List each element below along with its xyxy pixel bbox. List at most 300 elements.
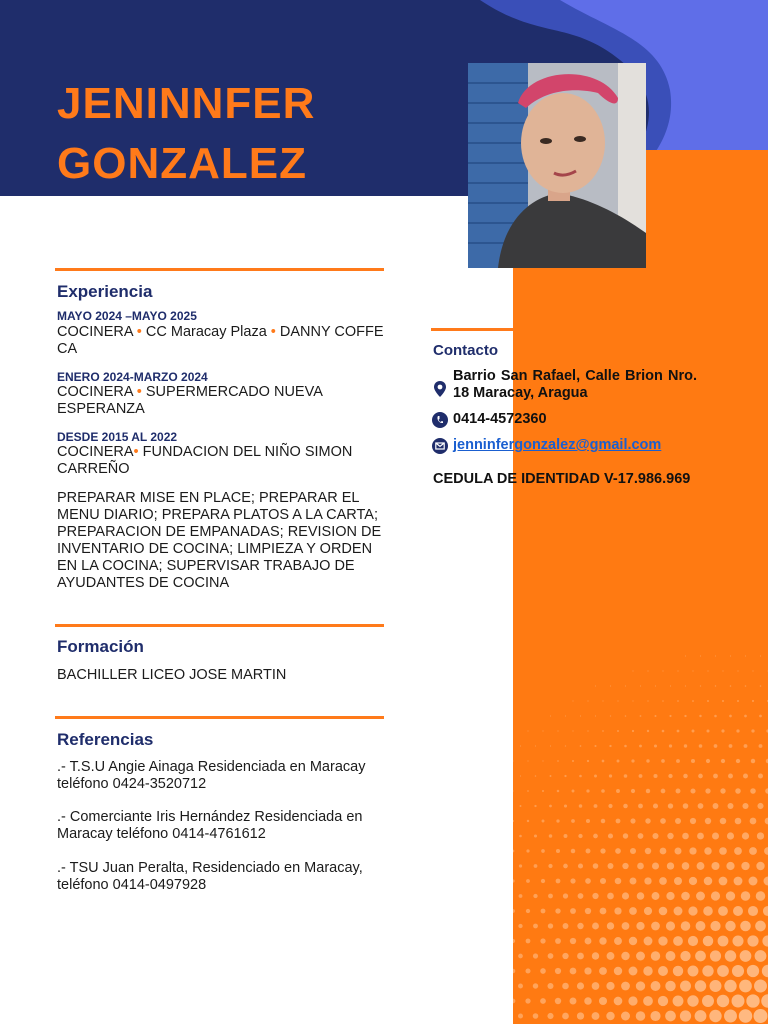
halftone-dot: [695, 1010, 707, 1022]
halftone-dot: [628, 996, 637, 1005]
halftone-dot: [728, 774, 733, 779]
job-1-employer-2: DANNY COFFE CA: [57, 324, 384, 357]
halftone-dot: [721, 759, 725, 763]
halftone-dot: [563, 864, 568, 869]
halftone-dot: [577, 1012, 584, 1019]
halftone-dot: [577, 923, 583, 929]
halftone-dot: [696, 892, 705, 901]
halftone-dot: [713, 803, 719, 809]
halftone-dot: [711, 891, 720, 900]
halftone-dot: [752, 670, 753, 671]
halftone-dot: [740, 921, 751, 932]
halftone-dot: [526, 939, 531, 944]
halftone-dot: [676, 789, 681, 794]
identity-card-number: CEDULA DE IDENTIDAD V-17.986.969: [433, 471, 691, 487]
halftone-dot: [720, 818, 727, 825]
halftone-dot: [615, 878, 622, 885]
halftone-dot: [680, 981, 691, 992]
halftone-dot: [760, 655, 761, 656]
job-3-description: [57, 444, 387, 478]
halftone-dot: [749, 847, 757, 855]
halftone-dot: [602, 700, 603, 701]
halftone-dot: [580, 745, 582, 747]
halftone-dot: [570, 968, 577, 975]
education-entry: BACHILLER LICEO JOSE MARTIN: [57, 667, 287, 683]
halftone-dot: [623, 804, 628, 809]
halftone-dot: [563, 923, 569, 929]
halftone-dot: [513, 939, 515, 943]
halftone-dot: [541, 849, 545, 853]
halftone-dot: [578, 863, 583, 868]
halftone-dot: [632, 700, 633, 701]
halftone-dot: [674, 877, 682, 885]
job-3-role: COCINERA: [57, 444, 134, 460]
halftone-dot: [571, 849, 576, 854]
halftone-dot: [550, 715, 551, 716]
education-rule: [55, 624, 384, 627]
halftone-dot: [717, 965, 729, 977]
halftone-dot: [666, 951, 676, 961]
halftone-dot: [630, 848, 636, 854]
halftone-dot: [711, 862, 719, 870]
halftone-dot: [555, 968, 561, 974]
halftone-dot: [677, 700, 679, 702]
halftone-dot: [525, 998, 530, 1003]
halftone-dot: [527, 790, 529, 792]
halftone-dot: [688, 966, 699, 977]
halftone-dot: [556, 849, 560, 853]
halftone-dot: [758, 774, 763, 779]
halftone-dot: [688, 936, 698, 946]
halftone-dot: [692, 700, 694, 702]
halftone-dot: [579, 775, 582, 778]
halftone-dot: [703, 906, 713, 916]
job-1-date: MAYO 2024 –MAYO 2025: [57, 309, 197, 323]
halftone-dot: [563, 893, 568, 898]
halftone-dot: [667, 862, 674, 869]
halftone-dot: [572, 730, 573, 731]
halftone-dot: [651, 951, 660, 960]
halftone-dot: [689, 877, 697, 885]
halftone-dot: [640, 715, 642, 717]
job-1-description: [57, 324, 387, 358]
halftone-dot: [614, 967, 622, 975]
halftone-dot: [644, 907, 652, 915]
halftone-dot: [520, 805, 522, 807]
halftone-dot: [645, 848, 651, 854]
halftone-dot: [587, 700, 588, 701]
halftone-dot: [520, 745, 521, 746]
halftone-dot: [699, 744, 703, 748]
halftone-dot: [608, 804, 612, 808]
halftone-dot: [695, 951, 706, 962]
halftone-dot: [557, 730, 558, 731]
halftone-dot: [542, 730, 543, 731]
halftone-dot: [683, 803, 689, 809]
halftone-dot: [746, 994, 759, 1007]
halftone-dot: [647, 730, 649, 732]
halftone-dot: [599, 967, 607, 975]
halftone-dot: [607, 922, 614, 929]
halftone-dot: [662, 700, 664, 702]
halftone-dot: [621, 1012, 630, 1021]
halftone-dot: [754, 1009, 768, 1023]
halftone-dot: [684, 744, 687, 747]
halftone-dot: [617, 700, 618, 701]
halftone-dot: [750, 818, 757, 825]
name-line-1: JENINNFER: [57, 79, 316, 128]
halftone-dot: [659, 877, 667, 885]
halftone-dot: [594, 775, 597, 778]
halftone-dot: [735, 818, 742, 825]
halftone-dot: [564, 775, 566, 777]
halftone-dot: [674, 907, 683, 916]
halftone-dot: [513, 999, 515, 1004]
halftone-dot: [703, 936, 714, 947]
halftone-dot: [572, 700, 573, 701]
halftone-dot: [673, 936, 683, 946]
separator-dot: •: [270, 324, 280, 340]
halftone-dot: [513, 790, 514, 791]
halftone-dot: [637, 863, 644, 870]
halftone-dot: [614, 907, 621, 914]
halftone-dot: [606, 982, 614, 990]
contact-address-row: [432, 368, 697, 402]
candidate-name: [57, 74, 315, 194]
halftone-dot: [555, 938, 561, 944]
halftone-dot: [540, 998, 546, 1004]
halftone-dot: [526, 849, 529, 852]
halftone-dot: [692, 730, 695, 733]
halftone-dot: [617, 760, 620, 763]
halftone-dot: [548, 953, 554, 959]
halftone-dot: [593, 834, 598, 839]
halftone-dot: [710, 950, 721, 961]
halftone-dot: [751, 729, 754, 732]
halftone-dot: [706, 759, 710, 763]
halftone-dot: [555, 908, 560, 913]
halftone-dot: [578, 834, 582, 838]
halftone-dot: [690, 818, 696, 824]
halftone-dot: [745, 685, 747, 687]
halftone-dot: [700, 655, 701, 656]
halftone-dot: [680, 951, 690, 961]
halftone-dot: [747, 935, 758, 946]
halftone-dot: [572, 760, 574, 762]
halftone-dot: [684, 715, 686, 717]
halftone-dot: [584, 967, 591, 974]
halftone-dot: [718, 936, 729, 947]
halftone-dot: [616, 819, 621, 824]
halftone-dot: [677, 730, 680, 733]
halftone-dot: [622, 922, 630, 930]
halftone-dot: [527, 760, 528, 761]
halftone-dot: [580, 715, 581, 716]
halftone-dot: [754, 980, 767, 993]
profile-photo: [468, 63, 646, 268]
halftone-dot: [625, 715, 627, 717]
halftone-dot: [533, 894, 537, 898]
halftone-dot: [714, 715, 717, 718]
halftone-dot: [655, 715, 657, 717]
halftone-dot: [624, 745, 627, 748]
halftone-dot: [592, 1012, 600, 1020]
halftone-dot: [652, 892, 660, 900]
halftone-dot: [720, 788, 725, 793]
phone-icon: [432, 412, 448, 428]
halftone-dot: [533, 1013, 539, 1019]
halftone-dot: [630, 878, 637, 885]
job-2-employer: SUPERMERCADO NUEVA ESPERANZA: [57, 384, 323, 417]
halftone-dot: [685, 685, 686, 686]
contact-phone-row: [432, 411, 547, 428]
contact-email-link[interactable]: jenninfergonzalez@gmail.com: [453, 437, 662, 453]
halftone-dot: [547, 1013, 553, 1019]
halftone-dot: [636, 922, 644, 930]
halftone-dot: [631, 759, 634, 762]
halftone-dot: [638, 804, 643, 809]
halftone-dot: [752, 700, 754, 702]
halftone-dot: [760, 685, 762, 687]
halftone-dot: [710, 921, 720, 931]
halftone-dot: [513, 879, 515, 882]
halftone-dot: [710, 980, 722, 992]
halftone-dot: [660, 818, 666, 824]
halftone-dot: [734, 847, 742, 855]
halftone-dot: [719, 877, 728, 886]
halftone-dot: [702, 995, 714, 1007]
halftone-dot: [631, 789, 635, 793]
halftone-dot: [540, 968, 546, 974]
contact-address: Barrio San Rafael, Calle Brion Nro. 18 Maracay, Aragua: [453, 368, 697, 401]
halftone-dot: [726, 891, 735, 900]
halftone-dot: [533, 924, 538, 929]
separator-dot: •: [136, 384, 146, 400]
map-pin-icon: [432, 381, 448, 397]
halftone-dot: [665, 1011, 676, 1022]
halftone-dot: [691, 759, 695, 763]
halftone-dot: [650, 1011, 660, 1021]
profile-photo-image: [468, 63, 646, 268]
halftone-dot: [741, 862, 749, 870]
halftone-dot: [673, 996, 684, 1007]
halftone-dot: [718, 906, 728, 916]
halftone-dot: [749, 877, 758, 886]
halftone-dot: [651, 981, 661, 991]
halftone-dot: [670, 685, 671, 686]
experience-rule: [55, 268, 384, 271]
halftone-dot: [629, 967, 638, 976]
halftone-dot: [513, 760, 514, 761]
halftone-dot: [682, 833, 689, 840]
reference-item-1: .- T.S.U Angie Ainaga Residenciada en Maracay teléfono 0424-3520712: [57, 759, 366, 792]
halftone-dot: [557, 790, 560, 793]
halftone-dot: [584, 997, 592, 1005]
halftone-dot: [518, 1013, 523, 1018]
halftone-dot: [570, 938, 576, 944]
halftone-dot: [600, 878, 606, 884]
halftone-dot: [585, 908, 591, 914]
halftone-dot: [614, 997, 623, 1006]
halftone-dot: [607, 893, 614, 900]
halftone-dot: [572, 790, 575, 793]
job-1-role: COCINERA: [57, 324, 133, 340]
halftone-dot: [743, 774, 748, 779]
halftone-dot: [688, 906, 697, 915]
halftone-dot: [555, 998, 561, 1004]
halftone-dot: [609, 745, 611, 747]
halftone-dot: [729, 715, 732, 718]
halftone-dot: [526, 909, 530, 913]
halftone-dot: [578, 893, 584, 899]
halftone-dot: [623, 833, 628, 838]
halftone-dot: [570, 908, 576, 914]
halftone-dot: [548, 894, 553, 899]
halftone-dot: [652, 862, 659, 869]
halftone-dot: [707, 700, 709, 702]
halftone-dot: [659, 907, 668, 916]
halftone-dot: [660, 848, 667, 855]
halftone-dot: [685, 655, 686, 656]
halftone-dot: [730, 655, 731, 656]
halftone-dot: [654, 744, 657, 747]
halftone-dot: [586, 849, 591, 854]
halftone-dot: [639, 745, 642, 748]
halftone-dot: [706, 729, 709, 732]
halftone-dot: [570, 878, 575, 883]
halftone-dot: [562, 983, 569, 990]
halftone-dot: [534, 805, 536, 807]
halftone-dot: [757, 832, 764, 839]
reference-item-3: .- TSU Juan Peralta, Residenciado en Maracay, teléfono 0414-0497928: [57, 860, 363, 893]
halftone-dot: [637, 892, 645, 900]
halftone-dot: [737, 700, 739, 702]
halftone-dot: [534, 864, 538, 868]
halftone-dot: [697, 833, 704, 840]
halftone-dot: [759, 715, 762, 718]
halftone-dot: [736, 729, 739, 732]
halftone-dot: [668, 803, 673, 808]
halftone-dot: [739, 1009, 753, 1023]
halftone-dot: [542, 820, 545, 823]
contact-title: Contacto: [433, 342, 498, 359]
halftone-dot: [652, 833, 658, 839]
halftone-dot: [681, 921, 691, 931]
halftone-dot: [632, 670, 633, 671]
halftone-dot: [735, 788, 741, 794]
halftone-dot: [601, 789, 605, 793]
halftone-dot: [737, 670, 738, 671]
halftone-dot: [565, 715, 566, 716]
halftone-dot: [585, 878, 591, 884]
halftone-dot: [705, 818, 711, 824]
halftone-dot: [744, 715, 747, 718]
halftone-dot: [732, 935, 743, 946]
halftone-dot: [518, 984, 523, 989]
halftone-dot: [729, 744, 733, 748]
halftone-dot: [725, 950, 736, 961]
halftone-dot: [755, 921, 766, 932]
halftone-dot: [599, 997, 607, 1005]
halftone-dot: [526, 879, 530, 883]
halftone-dot: [757, 803, 763, 809]
halftone-dot: [762, 935, 768, 946]
halftone-dot: [647, 700, 648, 701]
halftone-dot: [764, 877, 768, 886]
halftone-dot: [747, 965, 759, 977]
halftone-dot: [542, 790, 544, 792]
halftone-dot: [714, 744, 718, 748]
halftone-dot: [666, 892, 674, 900]
halftone-dot: [564, 804, 567, 807]
halftone-dot: [750, 788, 756, 794]
halftone-dot: [513, 969, 515, 974]
halftone-dot: [625, 685, 626, 686]
halftone-dot: [610, 715, 611, 716]
halftone-dot: [617, 730, 619, 732]
halftone-dot: [550, 775, 552, 777]
halftone-dot: [722, 670, 723, 671]
halftone-dot: [592, 952, 599, 959]
halftone-dot: [765, 818, 768, 825]
halftone-dot: [763, 906, 768, 916]
halftone-dot: [602, 760, 605, 763]
halftone-dot: [586, 819, 590, 823]
halftone-dot: [755, 950, 767, 962]
halftone-dot: [704, 877, 713, 886]
halftone-dot: [513, 820, 514, 822]
halftone-dot: [636, 981, 645, 990]
halftone-dot: [730, 685, 732, 687]
halftone-dot: [621, 982, 630, 991]
halftone-dot: [518, 954, 523, 959]
halftone-dot: [717, 995, 729, 1007]
halftone-dot: [525, 968, 530, 973]
halftone-dot: [733, 906, 743, 916]
halftone-dot: [713, 774, 718, 779]
halftone-dot: [721, 729, 724, 732]
halftone-dot: [666, 921, 675, 930]
halftone-dot: [562, 953, 568, 959]
halftone-dot: [643, 996, 653, 1006]
halftone-dot: [533, 953, 538, 958]
halftone-dot: [636, 1011, 646, 1021]
name-line-2: GONZALEZ: [57, 139, 307, 188]
halftone-dot: [744, 744, 748, 748]
halftone-dot: [715, 655, 716, 656]
halftone-dot: [534, 834, 537, 837]
halftone-dot: [622, 892, 629, 899]
education-title: Formación: [57, 637, 144, 656]
halftone-dot: [742, 832, 749, 839]
job-3-employer: FUNDACION DEL NIÑO SIMON CARREÑO: [57, 444, 353, 477]
halftone-dot: [704, 847, 711, 854]
halftone-dot: [643, 966, 652, 975]
halftone-dot: [592, 923, 599, 930]
job-duties: PREPARAR MISE EN PLACE; PREPARAR EL MENU DIARIO; PREPARA PLATOS A LA CARTA; PREPARACION DE EMPANADAS; REVISION DE INVENTARIO DE COCINA; LIMPIEZA Y ORDEN EN LA COCINA; SUPERVISAR TRABAJO DE AYUDANTES DE COCINA: [57, 490, 382, 591]
contact-phone: 0414-4572360: [453, 411, 547, 427]
halftone-dot: [742, 803, 748, 809]
halftone-dot: [535, 745, 536, 746]
halftone-dot: [606, 1012, 614, 1020]
halftone-dot: [689, 847, 696, 854]
halftone-dot: [709, 1010, 721, 1022]
contact-email-row: [432, 437, 661, 454]
halftone-dot: [571, 819, 575, 823]
halftone-dot: [700, 685, 701, 686]
experience-title: Experiencia: [57, 282, 153, 301]
mail-icon: [432, 438, 448, 454]
